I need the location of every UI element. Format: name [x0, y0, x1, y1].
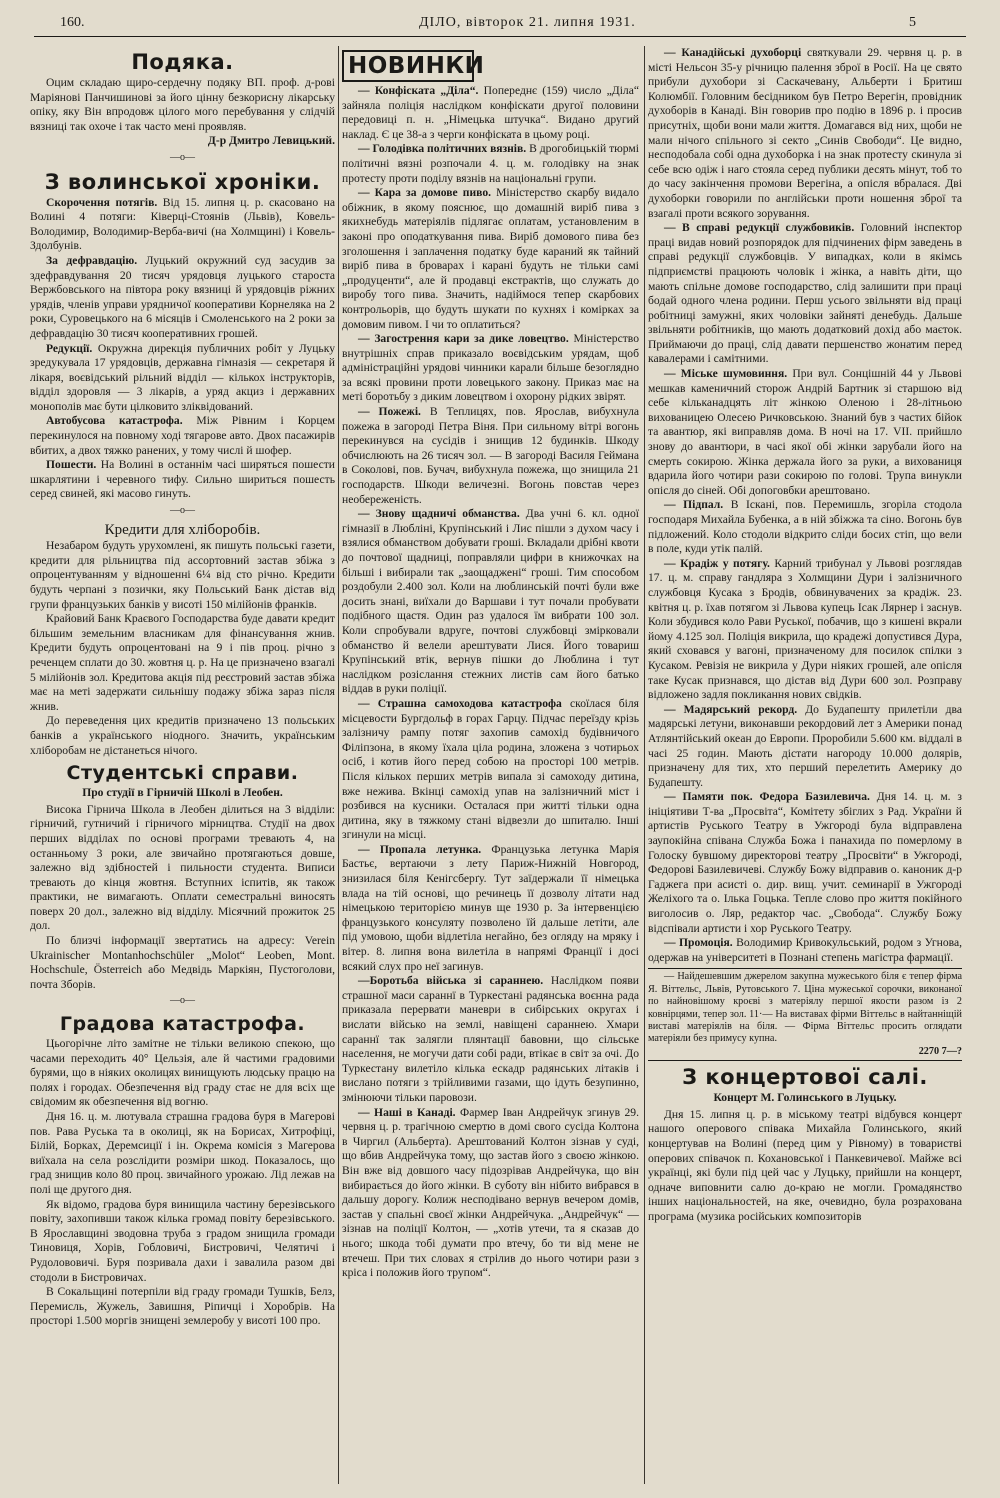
news-item	[648, 46, 962, 221]
divider-ornament: —o—	[170, 995, 195, 1007]
page-number-right: 5	[909, 15, 916, 30]
news-item-heading: — Голодівка політичних вязнів.	[358, 142, 527, 156]
section-subtitle: Про студії в Гірничій Школі в Леобен.	[82, 786, 283, 800]
news-item-heading: — Промоція.	[664, 936, 733, 950]
news-item	[648, 703, 962, 791]
masthead-title: ДІЛО, вівторок 21. липня 1931.	[419, 15, 636, 30]
article-paragraph: Незабаром будуть урухомлені, як пишуть польські газети, кредити для рільництва під ассортовний застав збіжа з опроцентуванням у відношенні 6¼ від сто річно. Кредити будуть черпані з позички, яку Польський Банк дістав від групи французьких банків у висоті 150 мілійонів франків.	[30, 539, 335, 611]
news-item	[342, 507, 639, 697]
column-divider	[338, 46, 339, 1484]
section-title-kredyty: Кредити для хліборобів.	[104, 521, 261, 538]
news-item-text: Міністерство скарбу видало обіжник, в якому пояснює, що домашній виріб пива з якихнебудь матеріялів підлягає оплатам, установленим в законі про оподаткування пива. Виріб домового пива без зголошення і заплачення податку буде караний як тайний виріб пива в броварах і карані будуть не тільки самі „продуценти“, але й продавці екстрактів, що служать до виробу того пива. Значить, надіймося тепер скарбових контрольорів, що будуть шукати по кухнях і комірках за домовим пивом. І чи то оплатиться?	[342, 186, 639, 331]
news-item	[342, 142, 639, 186]
news-item	[648, 367, 962, 498]
article-paragraph: Редукції. Окружна дирекція публичних робіт у Луцьку зредукувала 17 урядовців, державна гімназія — секретаря й лікаря, воєвідський рільний відділ — кількох інструкторів, відділ здоровля — 3 лікарів, а уряд акциз і державних монополів має бути цілковито зліквідований.	[30, 341, 335, 413]
news-item-heading: — Канадійські духоборці	[664, 46, 802, 59]
news-item-text: При вул. Сонцішній 44 у Львові мешкав каменичний сторож Андрій Бартник зі старшою від себе кільканадцять літ жінкою Оленою і 28-літньою вихованицею Олесею Ричковською. Знаний був з частих бійок та авантюр, які виправляв дома. В ночі на 17. VII. прийшло знову до авантюри, в часі якої обі жінки зарубали його на смерть сокирою. Жінка держала його за руки, а вихованиця вдарила його чотири рази сокирою по голові. Трупа винукли опісля до сіней. Обі допоговбки арештовано.	[648, 367, 962, 497]
column-middle	[342, 46, 639, 1484]
article-paragraph: Дня 16. ц. м. лютувала страшна градова буря в Магерові пов. Рава Руська та в околиці, як на Борисах, Хитрофіці, Білій, Борках, Деремсиції і ін. Окрема комісія з Магерова виїхала на села розслідити розміри шкод. Показалось, що град знищив коло 80 проц. звичайного урожаю. Лід лежав на полі ще другого дня.	[30, 1110, 335, 1196]
news-item	[342, 84, 639, 142]
news-item-text: Головний інспектор праці видав новий розпорядок для підчинених фірм заведень в справі редукції службовців. У випадках, коли в якімсь підприємстві працюють чоловік і жінка, а навіть діти, що мають спільне домове господарство, слід залишити при праці бодай одного члена родини. Перш усього звільняти від праці робітниці замужні, яких чоловіки зайняті денебудь. Дальше звільняти робітників, що мають додатковий дохід або маєток. Приймаючи до праці, слід давати першенство жонатим перед кавалерами і самітними.	[648, 221, 962, 366]
section-title-volyn: З волинської хроніки.	[44, 169, 321, 194]
news-item	[342, 186, 639, 332]
news-item-heading: — Пропала летунка.	[358, 842, 482, 856]
news-item-heading: — Конфіската „Діла“.	[358, 84, 479, 97]
article-paragraph: Крайовий Банк Краєвого Господарства буде давати кредит більшим земельним власникам для фінансування жнив. Кредити будуть опроцентовані на 9 і пів проц. річно з реченцем сплати до 30. жовтня ц. р. На це призначено взагалі 5 мілійонів зол. Кредитова акція під реєстровий застав збіжа має на меті задержати сильнішу подажу збіжа зараз після жнив.	[30, 612, 335, 713]
news-item	[342, 843, 639, 974]
news-item-heading: — Памяти пок. Федора Базилевича.	[664, 790, 870, 804]
news-item-text: скоїлася біля місцевости Бургдольф в горах Гарцу. Підчас переїзду крізь залізничу рампу потяг захопив самохід будівничого Філіпзона, в якому їхала ціла родина, зложена з чотирьох осіб, і котив його перед собою на просторі 100 метрів. Після кількох перших метрів випала зі самоходу дитина, вже нежива. Вкінці самохід упав на залізничний міст і розбився на кусники. Осталася при житті тільки одна дитина, яку в тяжкому стані відвезли до шпиталю. Інші згинули на місці.	[342, 696, 639, 842]
news-item	[342, 1106, 639, 1281]
news-item-text: До Будапешту прилетіли два мадярські летуни, виконавши рекордовий лет з Америки понад Атлянтійський океан до Европи. Проробили 5.600 км. віддалі в часі 25 годин. Мають дістати нагороду 10.000 долярів, призначену для тих, хто перший перелетить Америку до Будапешту.	[648, 702, 962, 789]
news-list	[342, 84, 639, 1281]
news-item-text: В Теплицях, пов. Ярослав, вибухнула пожежа в загороді Петра Віня. При сильному вітрі вогонь перекинувся на сусідів і знищив 12 будинків. Шкоду обчислюють на 26 тисяч зол. — В загороді Василя Геймана в Соколові, пов. Бучач, вибухнула пожежа, що знищила 21 господарств. Шкоди величезні. Вогонь повстав через необереженість.	[342, 405, 639, 506]
news-item	[648, 498, 962, 556]
section-title-concert: З концертової салі.	[682, 1065, 928, 1090]
news-item-text: Володимир Кривокульський, родом з Угнова, одержав на університеті в Познані степень магістра фармації.	[648, 936, 962, 964]
news-item-heading: — Підпал.	[664, 498, 724, 512]
section-title-podyaka: Подяка.	[131, 50, 234, 74]
section-title-students: Студентські справи.	[66, 762, 299, 785]
divider-ornament: —o—	[170, 151, 195, 163]
news-item	[342, 332, 639, 405]
news-item-heading: — Міське шумовиння.	[664, 367, 788, 381]
article-paragraph: Автобусова катастрофа. Між Рівним і Корцем перекинулося на повному ході тягарове авто. Двох пасажирів вбитих, а двох тяжко ранених, у тому числі й шофер.	[30, 414, 335, 457]
podyaka-signature: Д-р Дмитро Левицький.	[207, 134, 335, 148]
news-item-text: Карний трибунал у Львові розглядав 17. ц. м. справу гандляра з Холмщини Дури і залізничного службовця Кусака з Бродів, обвинувачених за крадіж. 23. квітня ц. р. їхав потягом зі Львова купець Ісак Лярнер і заснув. Коли збудився коло Рави Руської, побачив, що з кишені вкрали йому 4.125 зол. Поліція викрила, що крадежі допустився Дура, який сховався у вагоні, призначеному для посилок спілки з Кусаком. Ревізія не викрила у Дури ніяких грошей, але опісля таке Кусак признався, що дістав від Дури 600 зол. Розправу відложено задля покликання нових свідків.	[648, 556, 962, 702]
news-item-heading: — Наші в Канаді.	[358, 1105, 456, 1119]
news-item-text: Французька летунка Марія Бастьє, вертаючи з лету Париж-Нижній Новгород, знизилася біля Кенігсберґу. Тут заїдержали її німецька влада на тій основі, що речинець її дозволу літати над німецькою територією минув ще 1930 р. За інтервенцією французького консуляту позволено їй дальше летіти, але під умовою, щоби відлетіла негайно, без огляду на мряку і вітер. 8. липня вона вилетіла в напрямі Франції і досі всякий слух про неї загинув.	[342, 842, 639, 973]
article-paragraph: Висока Гірнича Школа в Леобен ділиться на 3 відділи: гірничий, гутничий і гірничого мірництва. Студії на двох перших відділах по основі програми тревають 4, на останньому 3 роки, але звичайно протягаються довше, залежно від здібностей і пильности студента. Виписи тревають до кінця жовтня. Вступних іспитів, як також практики, не вимагають. Оплати семестральні виносять поверх 20 дол., залежно від відділу. Місячний прожиток 25 дол.	[30, 802, 335, 933]
ad-number: 2270 7—?	[918, 1045, 962, 1057]
news-item	[342, 974, 639, 1105]
article-paragraph: Як відомо, градова буря винищила частину березівського повіту, захопивши також кілька громад повіту березівського. В Ярославщині зводовна труба з градом знищила громади Тиновиця, Хорів, Гобловичі, Бистровичі, Челятичі і Рудолововичі. Буря позривала дахи і завалила разом дві стодоли в Бистровичах.	[30, 1197, 335, 1284]
news-item	[648, 221, 962, 367]
news-item-heading: — Крадіж у потягу.	[664, 556, 770, 570]
article-paragraph: По близчі інформації звертатись на адресу: Verein Ukrainischer Montanhochschüler „Molot“ Leoben, Mont. Hochschule, Österreich або Медвідь Маркіян, Пустоголови, почта Зборів.	[30, 934, 335, 991]
divider-ornament: —o—	[170, 505, 195, 517]
news-item-text: Міністерство внутрішніх справ приказало воєвідським урядам, щоб адміністраційні урядові чинники карали більше безоглядно за всякі провини проти ловецького закону. Приказ має на меті боротьбу з диким ловецтвом і охорону рідких звірят.	[342, 332, 639, 404]
news-item-text: В Іскані, пов. Перемишль, згоріла стодола господаря Михайла Бубенка, а в ній збіжжа та сіно. Вогонь був підложений. Коло стодоли відкрито сліди босих стіп, що вели в поле, куди утік палій.	[648, 498, 962, 556]
article-paragraph: Цьогорічне літо замітне не тільки великою спекою, що часами переходить 40° Цельзія, але й частими градовими бурями, що в ніяких околицях винищують людську працю на полях і городах. Обезпечення від граду стає не для всіх ще свідомим як обезпечення від вогню.	[30, 1037, 335, 1109]
news-item-text: Два учні 6. кл. одної гімназії в Любліні, Крупінський і Лис пішли з духом часу і взялися обманством добувати гроші. Вкладали дрібні квоти до почтової щадниці, поправляли цифри в книжочках на більші і вибирали так „заощаджені“ гроші. Тим способом роздобули 2.400 зол. Коли на люблинській почті були вже досить знані, виїхали до Варшави і тут почали пробувати подібного щастя. Один раз удалося їм вибрати 100 зол. Коли спробували вдруге, почтові службовці змірковали обманство й велели арештувати Лися. Його товариш Крупінський втік, вернув пішки до Люблина і тут наслідком розіслання стежних листів сам його батько віддав в руки поліції.	[342, 507, 639, 696]
page-number-left: 160.	[60, 15, 85, 30]
podyaka-text: Оцим складаю щиро-сердечну подяку ВП. проф. д-рові Маріянові Панчишинові за його цінну безкорисну лікарську опіку, яку Він впродовж цілого мого перебування у слідчій вязниці так охоче і так часто мені проявляв.	[30, 76, 335, 133]
news-item	[648, 557, 962, 703]
news-item-heading: — Страшна самоходова катастрофа	[358, 696, 562, 710]
news-item-text: святкували 29. червня ц. р. в місті Нельсон 35-у річницю палення зброї в Росії. На це свято прибули духобори зі Саскачевану, Альберти і Бритиш Колюмбії. Головним бесідником був Петро Верегін, провідник духоборів в Канаді. Він говорив про подію в 1896 р. і просив присутніх, щоби вони мали життя. Домагався від них, щоби не мали нічого спільного зі секто „Синів Свободи“. Це видно, несподобала собі одна духоборка і на знак протесту скинула зі себе всю одіж і наго стояла серед публики десять мінут, тоб то до часу закінчення промови Верегіна, а опісля вбралася. Дві духоборки говорили по англійськи проти ношення зброї та взагалі проти всякого зорування.	[648, 46, 962, 220]
section-title-grad: Градова катастрофа.	[59, 1013, 306, 1036]
article-paragraph: Пошести. На Волині в останнім часі ширяться пошести шкарлятини і черевного тифу. Сильно шириться пошесть серед свиней, які масово гинуть.	[30, 458, 335, 501]
article-paragraph: За дефравдацію. Луцький окружний суд засудив за здефравдування 20 тисяч урядовця луцького староста Вержбовського на півтора року вязниці й урядовців ріжних урядів, членів управи урядничої кооперативи Корнеляка на 2 роки, Суровецького на 6 місяців і Смоленського на 2 роки за дефравдацію 30 тисяч кооперативних грошей.	[30, 253, 335, 340]
news-item-text: Фармер Іван Андрейчук згинув 29. червня ц. р. трагічною смертю в домі свого сусіда Колтона в Чиргил (Альберта). Арештований Колтон зізнав у суді, що вбив Андрейчука тому, що застав його з своєю жінкою. Він вже від довшого часу підозрівав Андрейчука, що він вибирається до його жінки. В суботу він нібито вибрався в дальшу дорогу. Колиж несподівано вернув вечером домів, застав у спальні своєї жінки Андрейчука. „Андрейчук“ — зізнав на поліції Колтон, — „хотів утечи, та я сказав до нього; шкода тобі думати про втечу, бо ти від мене не втечеш. При тих словах я стрілив до нього чотири рази з кріса і положив його трупом“.	[342, 1105, 639, 1280]
page-header	[34, 12, 966, 38]
news-item-heading: — Пожежі.	[358, 405, 421, 419]
news-item-text: В дрогобицькій тюрмі політичні вязні розпочали 4. ц. м. голодівку на знак протесту проти поділу вязнів на національні групи.	[342, 142, 639, 185]
news-item-heading: — Мадярський рекорд.	[664, 702, 798, 716]
advertisement	[648, 968, 962, 1061]
news-item-heading: — Знову щадничі обманства.	[358, 507, 520, 521]
news-item-text: Дня 14. ц. м. з ініціятиви Т-ва „Просвіта“, Комітету збіглих з Рад. України й артистів Руського Театру в Ужгороді була відправлена заупокійна співана Служба Божа і панахида по померлому в Голоску бувшому директорові театру „Просвіти“ в Ужгороді, Федорові Базилевичеві. Службу Божу відправив о. каноник д-р Гаджега при асисті о. дир. вищ. учит. семинарії в Ужгороді Желіхого та о. Ілька Гоцька. Тепле слово про життя покійного виголосив о. Ляр, редактор час. „Свобода“. Службу Божу відспівали артисти і хор Руського Театру.	[648, 790, 962, 935]
header-rule	[34, 36, 966, 37]
news-item-text: Попереднє (159) число „Діла“ зайняла поліція наслідком конфіскати другої половини передовиці п. н. „Німецька штучка“. Видано другий наклад. Є це 38-а з черги конфіската в цьому році.	[342, 84, 639, 141]
news-item-heading: —Боротьба війська зі сараннею.	[358, 974, 544, 988]
column-divider	[644, 46, 645, 1484]
news-item	[342, 697, 639, 843]
section-subtitle: Концерт М. Голинського в Луцьку.	[713, 1091, 897, 1105]
column-right	[648, 46, 962, 1484]
section-title-novynky: НОВИНКИ	[342, 50, 474, 82]
news-list	[648, 46, 962, 965]
news-item	[648, 790, 962, 936]
news-item-heading: — В справі редукції службовиків.	[664, 221, 855, 235]
news-item-heading: — Загострення кари за дике ловецтво.	[358, 332, 569, 346]
column-left	[30, 46, 335, 1484]
news-item	[648, 936, 962, 965]
article-paragraph: Скорочення потягів. Від 15. липня ц. р. скасовано на Волині 4 потяги: Ківерці-Стоянів (Львів), Ковель-Володимир, Володимир-Верба-вичі (на Холмщині) і Ковель-Здолбунів.	[30, 195, 335, 253]
article-paragraph: Дня 15. липня ц. р. в міському театрі відбувся концерт нашого оперового співака Михайла Голинського, який концертував на Волині (перед цим у Рівному) в товаристві оперових співачок п. Кохановської і Панкевичевої. Майже всі українці, які були під цей час у Луцьку, прийшли на концерт, одначе виповнити салю до-краю не могли. Громадянство інших національностей, на яке, очевидно, була розрахована програма (музика російських композиторів	[648, 1107, 962, 1223]
article-paragraph: До переведення цих кредитів призначено 13 польських банків а українського ніодного. Значить, українським хліборобам не дістанеться нічого.	[30, 714, 335, 757]
news-item	[342, 405, 639, 507]
article-paragraph: В Сокальщині потерпіли від граду громади Тушків, Белз, Перемисль, Жужель, Завишня, Ріпичці і Хоробрів. На просторі 1.500 моргів знищені землеробу у висоті 100 про.	[30, 1285, 335, 1328]
ad-text: — Найдешевшим джерелом закупна мужеського біля є тепер фірма Я. Віттельс, Львів, Рутовського 7. Ціна мужеської сорочки, виконаної по найновішому кроєві з матеріялу першої якости разом із 2 ковнірцями, тепер зол. 11·— На виставах фірми Віттельс в найтанніщій виставі матеріялів на біля. — Фірма Віттельс просить оглядати матеріяли без примусу купна.	[648, 971, 962, 1045]
news-item-heading: — Кара за домове пиво.	[358, 186, 492, 200]
news-item-text: Наслідком появи страшної маси сараннї в Туркестані радянська воєнна рада приказала перервати маневри в сибірських округах і вислати військо на землі, навіщені сараннею. Хмари сараннї так залягли плянтації бавовни, що сільське населення, не могучи дати собі ради, втікає в світ за очі. До Туркестану вилетіло кілька ескадр радянських літаків і вислано потяги з трійливими газами, що ідуть безупинно, змінюючи тільки паровози.	[342, 974, 639, 1104]
